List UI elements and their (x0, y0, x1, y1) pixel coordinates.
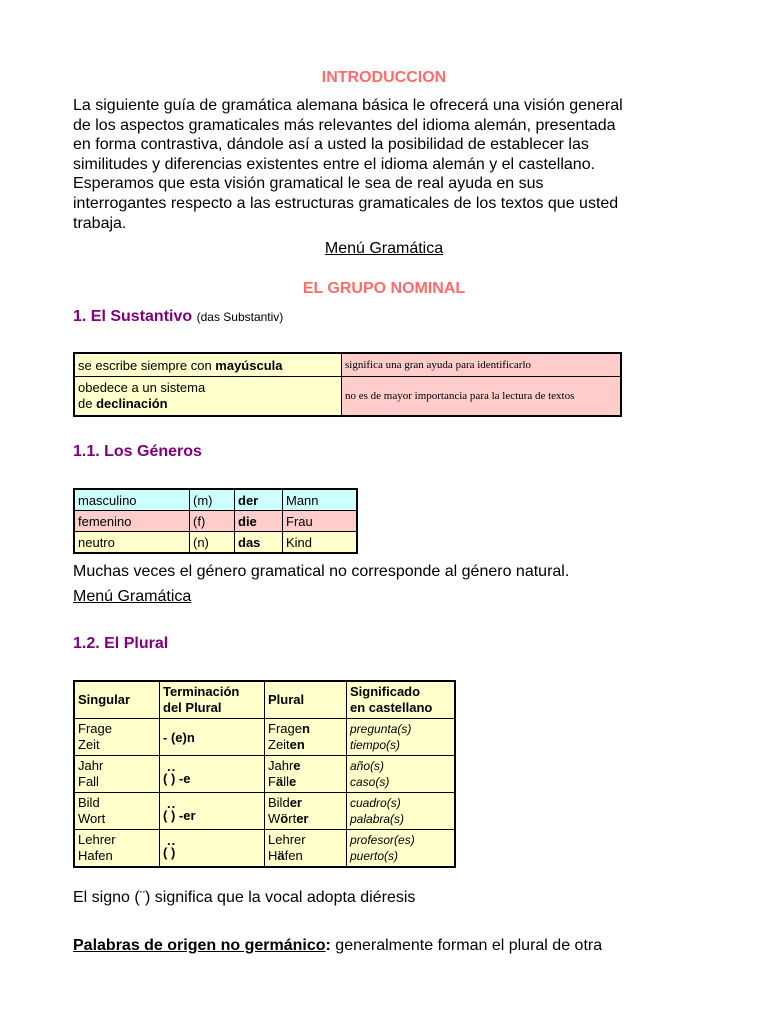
table-cell: año(s) caso(s) (347, 756, 456, 793)
table-row (74, 756, 455, 793)
sustantivo-table (73, 352, 622, 417)
table-cell: Mann (283, 489, 358, 511)
sustantivo-subtitle: (das Substantiv) (196, 310, 284, 324)
table-header: Plural (265, 681, 347, 719)
intro-line: similitudes y diferencias existentes entre el idioma alemán y el castellano. (73, 155, 596, 173)
table-cell: Lehrer Hafen (74, 830, 160, 868)
table-cell: - (e)n (160, 719, 265, 756)
sustantivo-heading (73, 308, 283, 326)
table-header: Significado en castellano (347, 681, 456, 719)
intro-line: interrogantes respecto a las estructuras gramaticales de los textos que usted (73, 194, 619, 212)
table-header: Singular (74, 681, 160, 719)
table-row (74, 830, 455, 868)
plural-note: El signo (¨) significa que la vocal adopta diéresis (73, 889, 416, 906)
table-cell: Jahr Fall (74, 756, 160, 793)
menu-gramatica-link[interactable]: Menú Gramática (324, 240, 444, 257)
footer-bold-label: Palabras de origen no germánico (73, 937, 326, 954)
footer-rest: generalmente forman el plural de otra (330, 937, 603, 954)
table-cell: (n) (190, 532, 235, 554)
table-cell: femenino (74, 511, 190, 532)
table-row (74, 377, 621, 417)
intro-title: INTRODUCCION (321, 69, 447, 86)
generos-note: Muchas veces el género gramatical no corresponde al género natural. (73, 563, 570, 580)
table-cell: Lehrer Häfen (265, 830, 347, 868)
table-cell: Frage Zeit (74, 719, 160, 756)
table-cell: .. ( ) (160, 830, 265, 868)
table-cell: .. ( ) -e (160, 756, 265, 793)
footer-colon: : (325, 937, 331, 954)
plural-heading: 1.2. El Plural (73, 635, 169, 652)
table-row (74, 353, 621, 377)
table-cell: no es de mayor importancia para la lectura de textos (342, 377, 622, 417)
generos-heading: 1.1. Los Géneros (73, 443, 202, 460)
table-cell: masculino (74, 489, 190, 511)
table-cell: das (235, 532, 283, 554)
table-cell: .. ( ) -er (160, 793, 265, 830)
table-cell: significa una gran ayuda para identificarlo (342, 353, 622, 377)
plural-table (73, 680, 456, 868)
menu-gramatica-link[interactable]: Menú Gramática (73, 588, 192, 605)
table-row (74, 681, 455, 719)
intro-line: trabaja. (73, 214, 127, 232)
generos-table (73, 488, 358, 554)
table-cell: Jahre Fälle (265, 756, 347, 793)
intro-line: de los aspectos gramaticales más relevantes del idioma alemán, presentada (73, 116, 616, 134)
intro-line: Esperamos que esta visión gramatical le sea de real ayuda en sus (73, 175, 544, 193)
table-row (74, 532, 357, 554)
table-cell: Bilder Wörter (265, 793, 347, 830)
table-cell: Kind (283, 532, 358, 554)
table-header: Terminación del Plural (160, 681, 265, 719)
table-cell: obedece a un sistema de declinación (74, 377, 342, 417)
intro-line: La siguiente guía de gramática alemana básica le ofrecerá una visión general (73, 97, 623, 114)
section-title: EL GRUPO NOMINAL (302, 280, 466, 297)
table-cell: der (235, 489, 283, 511)
table-cell: pregunta(s) tiempo(s) (347, 719, 456, 756)
intro-paragraph (73, 96, 713, 233)
table-cell: cuadro(s) palabra(s) (347, 793, 456, 830)
table-cell: (f) (190, 511, 235, 532)
table-cell: profesor(es) puerto(s) (347, 830, 456, 868)
intro-line: en forma contrastiva, dándole así a usted la posibilidad de establecer las (73, 136, 589, 154)
table-cell: neutro (74, 532, 190, 554)
table-cell: die (235, 511, 283, 532)
table-row (74, 793, 455, 830)
table-row (74, 511, 357, 532)
table-cell: (m) (190, 489, 235, 511)
sustantivo-title: 1. El Sustantivo (73, 308, 193, 325)
table-cell: Frau (283, 511, 358, 532)
footer-line (73, 936, 602, 956)
table-cell: Fragen Zeiten (265, 719, 347, 756)
table-cell: se escribe siempre con mayúscula (74, 353, 342, 377)
table-cell: Bild Wort (74, 793, 160, 830)
table-row (74, 489, 357, 511)
table-row (74, 719, 455, 756)
